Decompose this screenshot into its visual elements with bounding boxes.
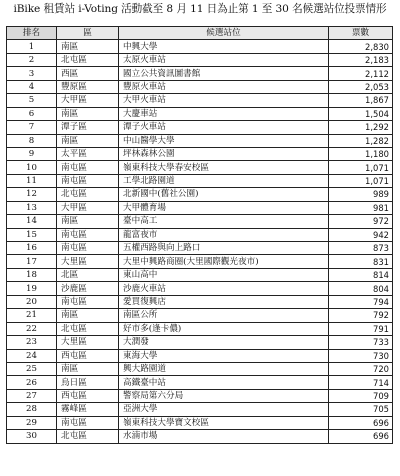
header-site: 候選站位: [119, 27, 329, 40]
cell-site: 愛買復興店: [119, 295, 329, 308]
cell-rank: 8: [7, 134, 57, 147]
cell-rank: 30: [7, 430, 57, 443]
table-row: [7, 430, 393, 443]
cell-rank: 26: [7, 376, 57, 389]
cell-rank: 9: [7, 147, 57, 160]
cell-votes: 709: [329, 389, 393, 402]
cell-votes: 696: [329, 416, 393, 429]
cell-rank: 21: [7, 309, 57, 322]
cell-area: 南屯區: [57, 295, 119, 308]
cell-rank: 14: [7, 215, 57, 228]
table-row: [7, 201, 393, 214]
cell-site: 東山高中: [119, 268, 329, 281]
table-row: [7, 188, 393, 201]
cell-rank: 27: [7, 389, 57, 402]
cell-site: 水湳市場: [119, 430, 329, 443]
cell-area: 南屯區: [57, 416, 119, 429]
table-row: [7, 174, 393, 187]
cell-rank: 17: [7, 255, 57, 268]
cell-area: 豐原區: [57, 80, 119, 93]
cell-votes: 1,504: [329, 107, 393, 120]
cell-area: 北屯區: [57, 188, 119, 201]
cell-site: 亞洲大學: [119, 403, 329, 416]
cell-site: 大甲火車站: [119, 94, 329, 107]
cell-area: 沙鹿區: [57, 282, 119, 295]
cell-site: 嶺東科技大學寶文校區: [119, 416, 329, 429]
cell-rank: 28: [7, 403, 57, 416]
table-body: [7, 40, 393, 443]
cell-area: 烏日區: [57, 376, 119, 389]
cell-rank: 15: [7, 228, 57, 241]
table-row: [7, 403, 393, 416]
table-row: [7, 322, 393, 335]
header-rank: 排名: [7, 27, 57, 40]
table-row: [7, 362, 393, 375]
cell-site: 好市多(逢卡儂): [119, 322, 329, 335]
table-row: [7, 389, 393, 402]
cell-votes: 2,830: [329, 40, 393, 53]
cell-site: 大里中興路商圈(大里國際觀光夜市): [119, 255, 329, 268]
table-row: [7, 376, 393, 389]
table-row: [7, 40, 393, 53]
voting-table: [6, 26, 393, 444]
table-row: [7, 416, 393, 429]
cell-site: 太原火車站: [119, 53, 329, 66]
cell-votes: 972: [329, 215, 393, 228]
table-header-row: [7, 27, 393, 40]
cell-rank: 25: [7, 362, 57, 375]
cell-rank: 5: [7, 94, 57, 107]
cell-site: 大潤發: [119, 336, 329, 349]
cell-area: 西屯區: [57, 389, 119, 402]
table-row: [7, 147, 393, 160]
table-row: [7, 53, 393, 66]
cell-rank: 13: [7, 201, 57, 214]
table-row: [7, 268, 393, 281]
cell-rank: 4: [7, 80, 57, 93]
cell-votes: 791: [329, 322, 393, 335]
cell-area: 南屯區: [57, 174, 119, 187]
cell-votes: 1,292: [329, 121, 393, 134]
cell-area: 南區: [57, 107, 119, 120]
cell-rank: 10: [7, 161, 57, 174]
cell-area: 北區: [57, 268, 119, 281]
cell-site: 大慶車站: [119, 107, 329, 120]
cell-area: 大甲區: [57, 201, 119, 214]
cell-rank: 3: [7, 67, 57, 80]
cell-votes: 733: [329, 336, 393, 349]
cell-area: 南屯區: [57, 242, 119, 255]
cell-votes: 804: [329, 282, 393, 295]
cell-site: 潭子火車站: [119, 121, 329, 134]
table-row: [7, 94, 393, 107]
cell-votes: 696: [329, 430, 393, 443]
cell-votes: 2,112: [329, 67, 393, 80]
table-row: [7, 242, 393, 255]
cell-site: 沙鹿火車站: [119, 282, 329, 295]
cell-votes: 831: [329, 255, 393, 268]
cell-site: 坪林森林公園: [119, 147, 329, 160]
cell-site: 中山醫學大學: [119, 134, 329, 147]
cell-votes: 730: [329, 349, 393, 362]
cell-rank: 1: [7, 40, 57, 53]
cell-votes: 1,071: [329, 161, 393, 174]
cell-votes: 2,183: [329, 53, 393, 66]
cell-rank: 16: [7, 242, 57, 255]
cell-votes: 989: [329, 188, 393, 201]
table-row: [7, 349, 393, 362]
cell-rank: 7: [7, 121, 57, 134]
cell-site: 工學北路園道: [119, 174, 329, 187]
cell-rank: 6: [7, 107, 57, 120]
cell-site: 豐原火車站: [119, 80, 329, 93]
cell-votes: 720: [329, 362, 393, 375]
table-row: [7, 295, 393, 308]
cell-area: 霧峰區: [57, 403, 119, 416]
cell-area: 北屯區: [57, 322, 119, 335]
cell-area: 南區: [57, 309, 119, 322]
cell-rank: 22: [7, 322, 57, 335]
cell-site: 東海大學: [119, 349, 329, 362]
table-row: [7, 215, 393, 228]
cell-area: 南屯區: [57, 228, 119, 241]
cell-site: 中興大學: [119, 40, 329, 53]
cell-votes: 873: [329, 242, 393, 255]
table-row: [7, 107, 393, 120]
table-row: [7, 80, 393, 93]
table-row: [7, 67, 393, 80]
cell-votes: 1,282: [329, 134, 393, 147]
cell-site: 五權西路與向上路口: [119, 242, 329, 255]
cell-votes: 705: [329, 403, 393, 416]
cell-rank: 18: [7, 268, 57, 281]
cell-rank: 2: [7, 53, 57, 66]
cell-votes: 981: [329, 201, 393, 214]
cell-site: 北新國中(舊社公園): [119, 188, 329, 201]
cell-rank: 23: [7, 336, 57, 349]
cell-area: 大里區: [57, 255, 119, 268]
table-row: [7, 282, 393, 295]
header-area: 區: [57, 27, 119, 40]
table-row: [7, 336, 393, 349]
cell-area: 大甲區: [57, 94, 119, 107]
cell-site: 嶺東科技大學春安校區: [119, 161, 329, 174]
cell-area: 太平區: [57, 147, 119, 160]
cell-site: 國立公共資訊圖書館: [119, 67, 329, 80]
cell-site: 興大路園道: [119, 362, 329, 375]
cell-votes: 792: [329, 309, 393, 322]
cell-votes: 1,071: [329, 174, 393, 187]
cell-site: 警察局第六分局: [119, 389, 329, 402]
table-row: [7, 255, 393, 268]
cell-votes: 794: [329, 295, 393, 308]
table-row: [7, 228, 393, 241]
cell-site: 大甲體育場: [119, 201, 329, 214]
cell-site: 龍富夜市: [119, 228, 329, 241]
cell-area: 北屯區: [57, 53, 119, 66]
header-votes: 票數: [329, 27, 393, 40]
cell-votes: 942: [329, 228, 393, 241]
cell-votes: 714: [329, 376, 393, 389]
table-row: [7, 161, 393, 174]
cell-area: 南區: [57, 215, 119, 228]
cell-votes: 1,180: [329, 147, 393, 160]
cell-area: 南屯區: [57, 161, 119, 174]
cell-rank: 20: [7, 295, 57, 308]
cell-votes: 2,053: [329, 80, 393, 93]
page-title: iBike 租賃站 i-Voting 活動截至 8 月 11 日為止第 1 至 30 名候選站位投票情形: [13, 3, 387, 15]
cell-site: 臺中高工: [119, 215, 329, 228]
cell-rank: 19: [7, 282, 57, 295]
cell-area: 潭子區: [57, 121, 119, 134]
cell-rank: 24: [7, 349, 57, 362]
table-row: [7, 121, 393, 134]
cell-rank: 11: [7, 174, 57, 187]
table-row: [7, 134, 393, 147]
cell-site: 高鐵臺中站: [119, 376, 329, 389]
cell-area: 南區: [57, 134, 119, 147]
cell-site: 南區公所: [119, 309, 329, 322]
table-row: [7, 309, 393, 322]
cell-area: 南區: [57, 40, 119, 53]
cell-area: 大里區: [57, 336, 119, 349]
cell-area: 西屯區: [57, 349, 119, 362]
cell-rank: 29: [7, 416, 57, 429]
cell-area: 西區: [57, 67, 119, 80]
cell-rank: 12: [7, 188, 57, 201]
cell-votes: 1,867: [329, 94, 393, 107]
cell-votes: 814: [329, 268, 393, 281]
cell-area: 南區: [57, 362, 119, 375]
cell-area: 北屯區: [57, 430, 119, 443]
